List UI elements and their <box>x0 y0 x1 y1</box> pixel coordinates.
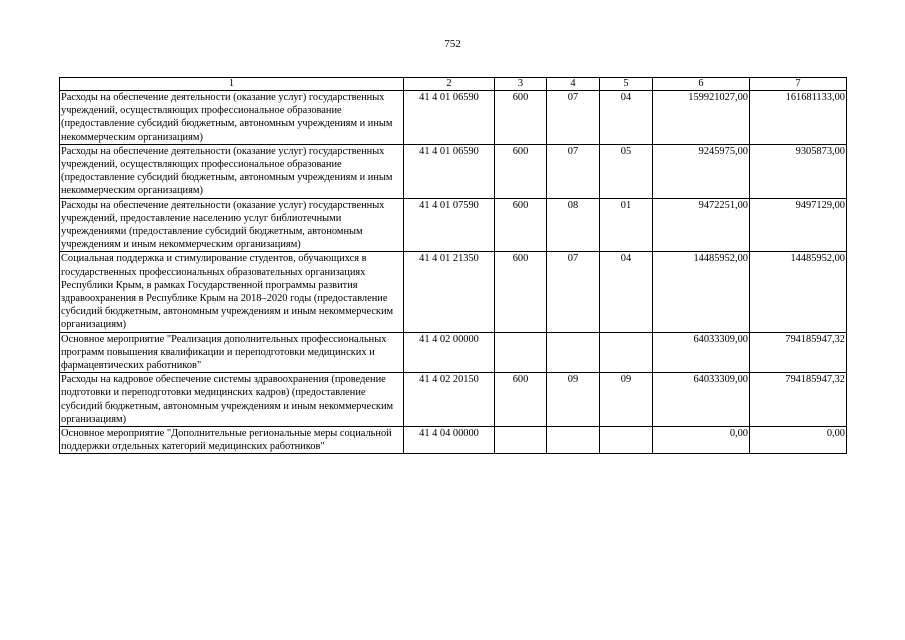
target-article-code: 41 4 01 06590 <box>404 144 495 198</box>
table-row <box>60 91 847 145</box>
section-code: 07 <box>547 91 600 145</box>
subsection-code: 04 <box>600 91 653 145</box>
amount-column-7: 794185947,32 <box>750 373 847 427</box>
expense-name: Расходы на обеспечение деятельности (оказание услуг) государственных учреждений, предоставление населению услуг библиотечными учреждениями (предоставление субсидий бюджетным, автономным учреждениям и иным некоммерческим организациям) <box>60 198 404 252</box>
page-number: 752 <box>444 38 461 50</box>
column-header-7: 7 <box>750 78 847 91</box>
expense-type-code: 600 <box>495 252 547 332</box>
table-row <box>60 427 847 454</box>
target-article-code: 41 4 02 20150 <box>404 373 495 427</box>
target-article-code: 41 4 01 06590 <box>404 91 495 145</box>
expense-type-code: 600 <box>495 144 547 198</box>
amount-column-6: 64033309,00 <box>653 373 750 427</box>
expense-type-code: 600 <box>495 91 547 145</box>
expense-type-code: 600 <box>495 373 547 427</box>
section-code: 09 <box>547 373 600 427</box>
amount-column-6: 9245975,00 <box>653 144 750 198</box>
amount-column-7: 794185947,32 <box>750 332 847 373</box>
amount-column-7: 9305873,00 <box>750 144 847 198</box>
expense-name: Расходы на обеспечение деятельности (оказание услуг) государственных учреждений, осуществляющих профессиональное образование (предоставление субсидий бюджетным, автономным учреждениям и иным некоммерческим организациям) <box>60 144 404 198</box>
amount-column-7: 0,00 <box>750 427 847 454</box>
section-code: 08 <box>547 198 600 252</box>
expense-name: Основное мероприятие "Реализация дополнительных профессиональных программ повышения квалификации и переподготовки медицинских и фармацевтических работников" <box>60 332 404 373</box>
expense-name: Социальная поддержка и стимулирование студентов, обучающихся в государственных профессиональных образовательных организациях Республики Крым, в рамках Государственной программы развития здравоохранения в Республике Крым на 2018–2020 годы (предоставление субсидий бюджетным, автономным учреждениям и иным некоммерческим организациям) <box>60 252 404 332</box>
amount-column-7: 9497129,00 <box>750 198 847 252</box>
target-article-code: 41 4 01 07590 <box>404 198 495 252</box>
subsection-code <box>600 332 653 373</box>
column-header-1: 1 <box>60 78 404 91</box>
header-row <box>60 78 847 91</box>
section-code: 07 <box>547 252 600 332</box>
amount-column-6: 0,00 <box>653 427 750 454</box>
column-header-4: 4 <box>547 78 600 91</box>
table-row <box>60 144 847 198</box>
column-header-2: 2 <box>404 78 495 91</box>
table-row <box>60 198 847 252</box>
amount-column-6: 64033309,00 <box>653 332 750 373</box>
table-row <box>60 252 847 332</box>
table-row <box>60 332 847 373</box>
subsection-code: 01 <box>600 198 653 252</box>
expense-type-code <box>495 332 547 373</box>
expense-type-code <box>495 427 547 454</box>
amount-column-7: 14485952,00 <box>750 252 847 332</box>
expense-name: Расходы на кадровое обеспечение системы здравоохранения (проведение подготовки и переподготовки медицинских кадров) (предоставление субсидий бюджетным, автономным учреждениям и иным некоммерческим организациям) <box>60 373 404 427</box>
amount-column-6: 159921027,00 <box>653 91 750 145</box>
budget-table <box>59 77 847 454</box>
target-article-code: 41 4 04 00000 <box>404 427 495 454</box>
expense-type-code: 600 <box>495 198 547 252</box>
target-article-code: 41 4 02 00000 <box>404 332 495 373</box>
column-header-3: 3 <box>495 78 547 91</box>
section-code <box>547 332 600 373</box>
expense-name: Основное мероприятие "Дополнительные региональные меры социальной поддержки отдельных категорий медицинских работников" <box>60 427 404 454</box>
table-row <box>60 373 847 427</box>
expense-name: Расходы на обеспечение деятельности (оказание услуг) государственных учреждений, осуществляющих профессиональное образование (предоставление субсидий бюджетным, автономным учреждениям и иным некоммерческим организациям) <box>60 91 404 145</box>
amount-column-6: 9472251,00 <box>653 198 750 252</box>
subsection-code: 04 <box>600 252 653 332</box>
section-code <box>547 427 600 454</box>
column-header-6: 6 <box>653 78 750 91</box>
column-header-5: 5 <box>600 78 653 91</box>
subsection-code: 05 <box>600 144 653 198</box>
amount-column-7: 161681133,00 <box>750 91 847 145</box>
amount-column-6: 14485952,00 <box>653 252 750 332</box>
section-code: 07 <box>547 144 600 198</box>
target-article-code: 41 4 01 21350 <box>404 252 495 332</box>
subsection-code <box>600 427 653 454</box>
subsection-code: 09 <box>600 373 653 427</box>
